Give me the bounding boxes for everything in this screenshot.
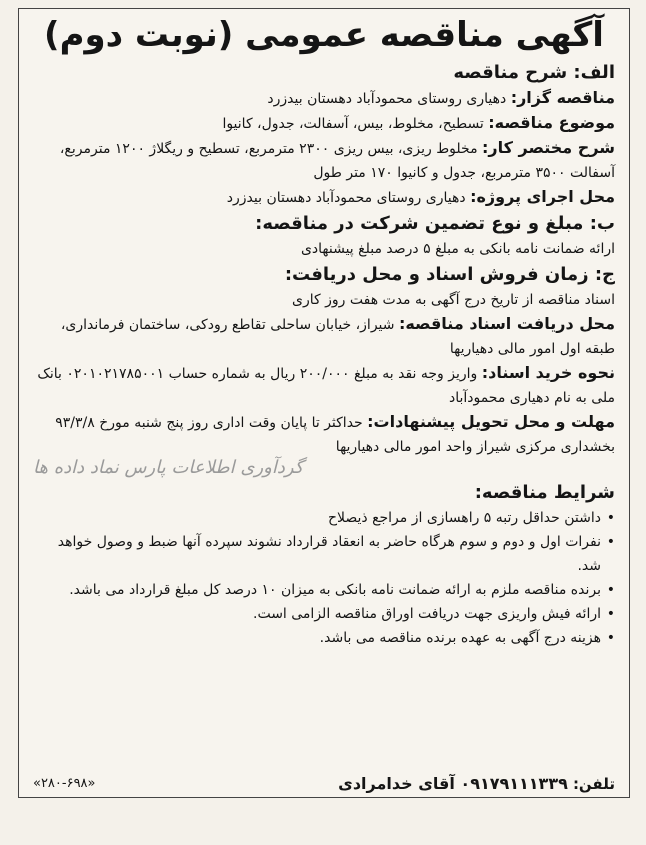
condition-item: • هزینه درج آگهی به عهده برنده مناقصه می باشد.	[33, 626, 615, 650]
receipt-line	[33, 312, 615, 361]
phone-number: ۰۹۱۷۹۱۱۱۳۳۹ آقای خدامرادی	[338, 774, 568, 793]
conditions-list	[33, 506, 615, 650]
purchase-value: واریز وجه نقد به مبلغ ۲۰۰/۰۰۰ ریال به شماره حساب ۰۲۰۱۰۲۱۷۸۵۰۰۱ بانک ملی به نام دهیاری محمودآباد	[37, 366, 615, 406]
location-label: محل اجرای پروژه:	[470, 187, 615, 206]
subject-line	[33, 111, 615, 136]
notice-footer	[33, 774, 615, 793]
deadline-line	[33, 410, 615, 459]
section-c-heading: ج: زمان فروش اسناد و محل دریافت:	[284, 264, 615, 285]
subject-label: موضوع مناقصه:	[488, 113, 615, 132]
purchase-label: نحوه خرید اسناد:	[481, 363, 615, 382]
guarantee-text: ارائه ضمانت نامه بانکی به مبلغ ۵ درصد مبلغ پیشنهادی	[300, 241, 615, 257]
notice-title: آگهی مناقصه عمومی (نوبت دوم)	[44, 15, 604, 55]
subject-value: تسطیح، مخلوط، بیس، آسفالت، جدول، کانیوا	[222, 116, 484, 132]
location-value: دهیاری روستای محمودآباد دهستان بیدزرد	[226, 190, 466, 206]
organizer-line	[33, 86, 615, 111]
condition-item: • داشتن حداقل رتبه ۵ راهسازی از مراجع ذیصلاح	[33, 506, 615, 530]
location-line	[33, 185, 615, 210]
purchase-line	[33, 361, 615, 410]
section-b-heading: ب: مبلغ و نوع تضمین شرکت در مناقصه:	[255, 213, 615, 234]
condition-item: • نفرات اول و دوم و سوم هرگاه حاضر به انعقاد قرارداد نشوند سپرده آنها ضبط و وصول خواهد شد.	[33, 530, 615, 578]
organizer-label: مناقصه گزار:	[510, 88, 615, 107]
receipt-value: شیراز، خیابان ساحلی تقاطع رودکی، ساختمان فرمانداری، طبقه اول امور مالی دهیاریها	[60, 317, 615, 357]
summary-value: مخلوط ریزی، بیس ریزی ۲۳۰۰ مترمربع، تسطیح و ریگلاژ ۱۲۰۰ مترمربع، آسفالت ۳۵۰۰ مترمربع، جدول و کانیوا ۱۷۰ متر طول	[59, 141, 615, 181]
phone-label: تلفن:	[572, 775, 615, 793]
section-a-heading: الف: شرح مناقصه	[453, 62, 615, 83]
summary-line	[33, 136, 615, 185]
summary-label: شرح مختصر کار:	[482, 138, 615, 157]
contact	[338, 774, 615, 793]
reference-code: «۲۸۰-۶۹۸»	[33, 776, 96, 791]
tender-notice	[18, 8, 630, 798]
condition-item: • ارائه فیش واریزی جهت دریافت اوراق مناقصه الزامی است.	[33, 602, 615, 626]
receipt-label: محل دریافت اسناد مناقصه:	[398, 314, 615, 333]
condition-item: • برنده مناقصه ملزم به ارائه ضمانت نامه بانکی به میزان ۱۰ درصد کل مبلغ قرارداد می باشد.	[33, 578, 615, 602]
deadline-value: حداکثر تا پایان وقت اداری روز پنج شنبه مورخ ۹۳/۳/۸ بخشداری مرکزی شیراز واحد امور مالی دهیاریها	[55, 415, 615, 455]
conditions-heading: شرایط مناقصه:	[474, 482, 615, 503]
documents-period: اسناد مناقصه از تاریخ درج آگهی به مدت هفت روز کاری	[292, 292, 615, 308]
organizer-value: دهیاری روستای محمودآباد دهستان بیدزرد	[267, 91, 507, 107]
deadline-label: مهلت و محل تحویل پیشنهادات:	[367, 412, 615, 431]
watermark-text: گردآوری اطلاعات پارس نماد داده ها	[33, 457, 304, 478]
